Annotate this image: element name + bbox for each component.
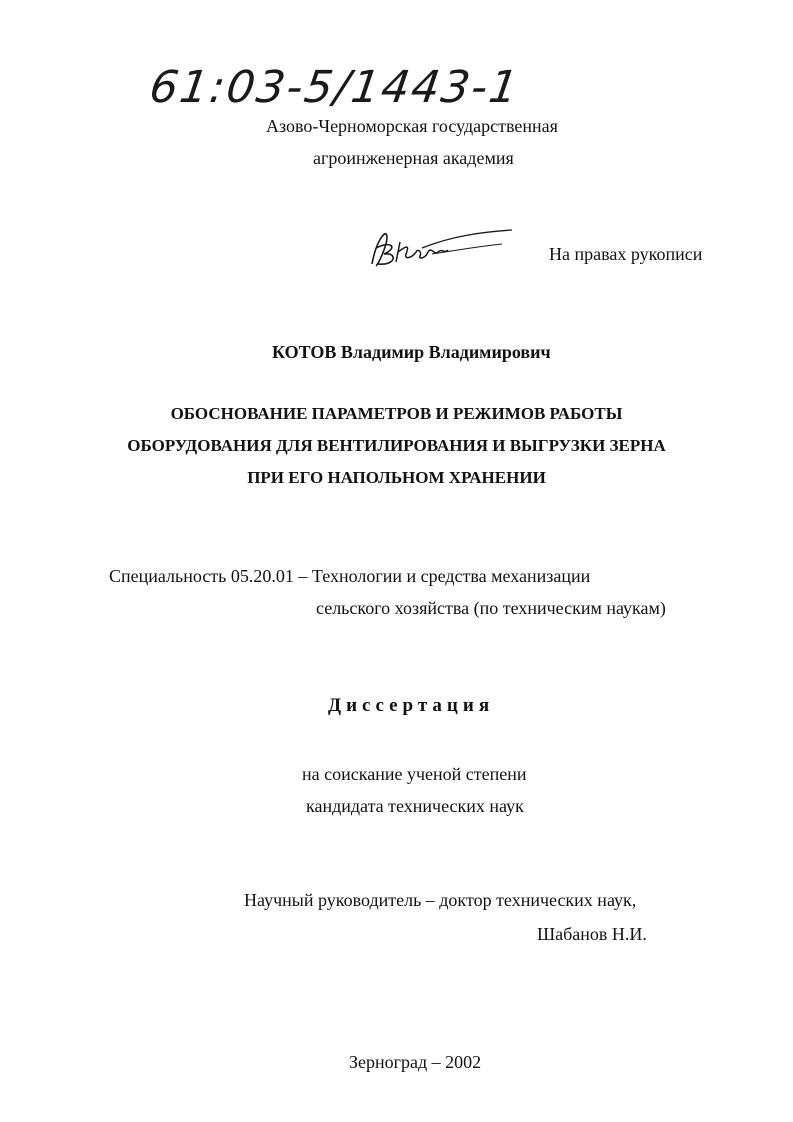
- specialty-line-2: сельского хозяйства (по техническим наукам): [316, 598, 666, 618]
- place-year: Зерноград – 2002: [349, 1052, 482, 1072]
- supervisor-title: Научный руководитель – доктор технических наук,: [244, 890, 637, 910]
- specialty-line-1: Специальность 05.20.01 – Технологии и средства механизации: [109, 566, 591, 586]
- author-name: КОТОВ Владимир Владимирович: [272, 342, 551, 362]
- supervisor-name: Шабанов Н.И.: [537, 924, 647, 944]
- dissertation-title-line-1: ОБОСНОВАНИЕ ПАРАМЕТРОВ И РЕЖИМОВ РАБОТЫ: [170, 404, 623, 423]
- author-signature: [362, 222, 522, 282]
- institution-line-1: Азово-Черноморская государственная: [266, 116, 558, 136]
- document-type: Диссертация: [328, 695, 495, 716]
- degree-line-1: на соискание ученой степени: [302, 764, 527, 784]
- rights-note: На правах рукописи: [549, 244, 703, 264]
- archive-number: 61:03-5/1443-1: [146, 62, 523, 113]
- institution-line-2: агроинженерная академия: [313, 148, 514, 168]
- dissertation-title-line-2: ОБОРУДОВАНИЯ ДЛЯ ВЕНТИЛИРОВАНИЯ И ВЫГРУЗКИ ЗЕРНА: [127, 436, 666, 455]
- dissertation-title-line-3: ПРИ ЕГО НАПОЛЬНОМ ХРАНЕНИИ: [247, 468, 546, 487]
- degree-line-2: кандидата технических наук: [306, 796, 524, 816]
